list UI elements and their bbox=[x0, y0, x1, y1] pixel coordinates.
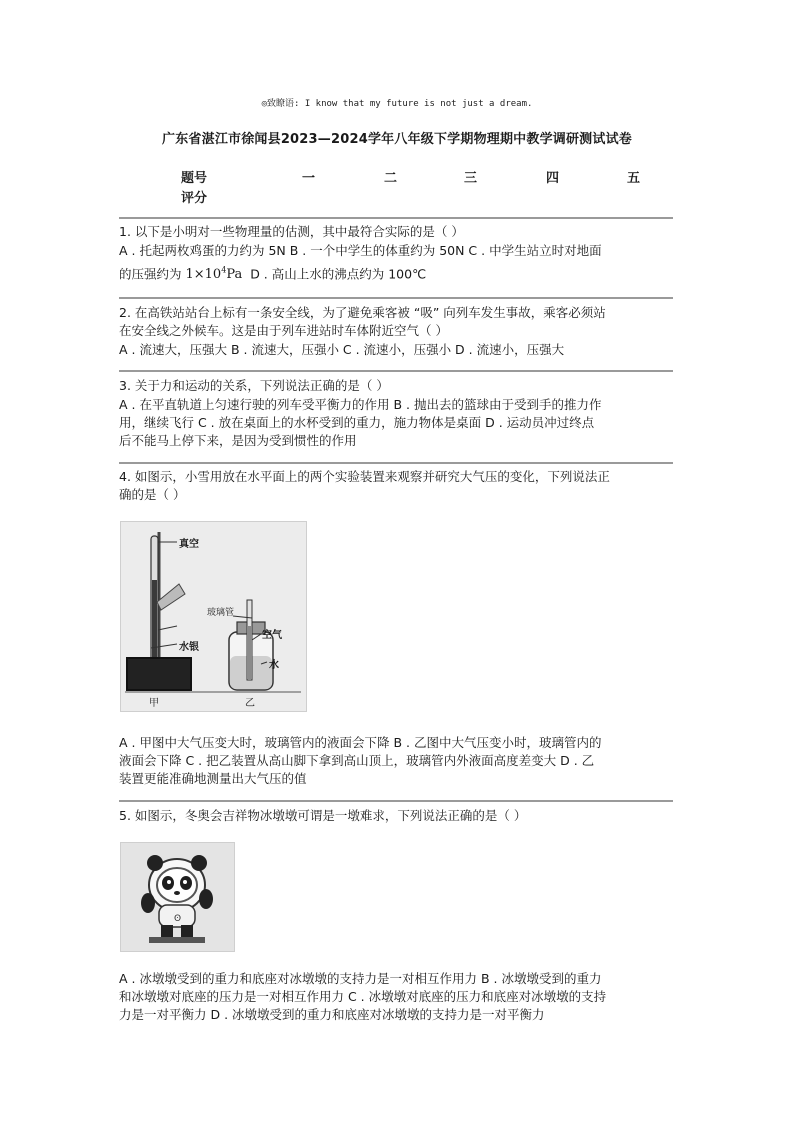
barometer-figure bbox=[120, 521, 307, 712]
label-vacuum: 真空 bbox=[179, 539, 199, 550]
score-col-1: 一 bbox=[302, 171, 316, 186]
question-1 bbox=[119, 223, 675, 284]
score-col-2: 二 bbox=[384, 171, 398, 186]
question-stem: 确的是（ ） bbox=[119, 487, 186, 502]
question-options-line: 液面会下降 C . 把乙装置从高山脚下拿到高山顶上，玻璃管内外液面高度差变大 D . 乙 bbox=[119, 753, 595, 768]
divider bbox=[119, 217, 673, 219]
mascot-figure bbox=[120, 842, 235, 952]
question-5 bbox=[119, 807, 675, 825]
score-col-5: 五 bbox=[627, 171, 641, 186]
question-4 bbox=[119, 468, 675, 504]
divider bbox=[119, 800, 673, 802]
question-5-options bbox=[119, 970, 675, 1024]
question-options-line bbox=[119, 262, 675, 284]
divider bbox=[119, 462, 673, 464]
question-options-line: 和冰墩墩对底座的压力是一对相互作用力 C . 冰墩墩对底座的压力和底座对冰墩墩的支持 bbox=[119, 989, 607, 1004]
score-label-score: 评分 bbox=[181, 191, 208, 206]
question-stem: 4. 如图示，小雪用放在水平面上的两个实验装置来观察并研究大气压的变化，下列说法正 bbox=[119, 469, 610, 484]
label-glass-tube: 玻璃管 bbox=[207, 608, 235, 618]
question-stem: 5. 如图示，冬奥会吉祥物冰墩墩可谓是一墩难求，下列说法正确的是（ ） bbox=[119, 808, 527, 823]
question-3 bbox=[119, 377, 675, 450]
label-jia: 甲 bbox=[149, 698, 159, 709]
question-options-line: 后不能马上停下来，是因为受到惯性的作用 bbox=[119, 433, 357, 448]
question-stem: 3. 关于力和运动的关系，下列说法正确的是（ ） bbox=[119, 378, 389, 393]
question-stem: 1. 以下是小明对一些物理量的估测，其中最符合实际的是（ ） bbox=[119, 224, 464, 239]
svg-text:ʘ: ʘ bbox=[174, 914, 182, 924]
exam-title: 广东省湛江市徐闻县2023—2024学年八年级下学期物理期中教学调研测试试卷 bbox=[162, 132, 632, 147]
question-4-options bbox=[119, 734, 675, 788]
question-stem: 在安全线之外候车。这是由于列车进站时车体附近空气（ ） bbox=[119, 323, 448, 338]
label-mercury: 水银 bbox=[179, 642, 199, 653]
divider bbox=[119, 297, 673, 299]
label-air: 空气 bbox=[262, 630, 282, 641]
score-col-3: 三 bbox=[464, 171, 478, 186]
score-col-4: 四 bbox=[546, 171, 560, 186]
question-options-line: 力是一对平衡力 D . 冰墩墩受到的重力和底座对冰墩墩的支持力是一对平衡力 bbox=[119, 1007, 545, 1022]
score-label-number: 题号 bbox=[181, 171, 208, 186]
header-motto: ◎致瞭语: I know that my future is not just a dream. bbox=[261, 99, 533, 109]
question-stem: 2. 在高铁站站台上标有一条安全线，为了避免乘客被 “吸” 向列车发生事故，乘客必须站 bbox=[119, 305, 606, 320]
question-2 bbox=[119, 304, 675, 359]
pressure-formula: $1\times 10^4Pa$ bbox=[185, 266, 243, 283]
question-options-line: A . 甲图中大气压变大时，玻璃管内的液面会下降 B . 乙图中大气压变小时，玻璃管内的 bbox=[119, 735, 602, 750]
label-water: 水 bbox=[269, 660, 279, 671]
question-options-line: 用，继续飞行 C . 放在桌面上的水杯受到的重力，施力物体是桌面 D . 运动员冲过终点 bbox=[119, 415, 595, 430]
question-options-line: A . 在平直轨道上匀速行驶的列车受平衡力的作用 B . 抛出去的篮球由于受到手的推力作 bbox=[119, 397, 602, 412]
question-options-line: A . 冰墩墩受到的重力和底座对冰墩墩的支持力是一对相互作用力 B . 冰墩墩受到的重力 bbox=[119, 971, 602, 986]
label-yi: 乙 bbox=[245, 698, 255, 709]
question-options-line: 装置更能准确地测量出大气压的值 bbox=[119, 771, 307, 786]
question-options-line: A . 托起两枚鸡蛋的力约为 5N B . 一个中学生的体重约为 50N C . 中学生站立时对地面 bbox=[119, 243, 602, 258]
divider bbox=[119, 370, 673, 372]
options-prefix: 的压强约为 bbox=[119, 266, 182, 282]
options-suffix: D . 高山上水的沸点约为 100℃ bbox=[250, 266, 427, 282]
question-options-line: A . 流速大，压强大 B . 流速大，压强小 C . 流速小，压强小 D . 流速小，压强大 bbox=[119, 342, 565, 357]
